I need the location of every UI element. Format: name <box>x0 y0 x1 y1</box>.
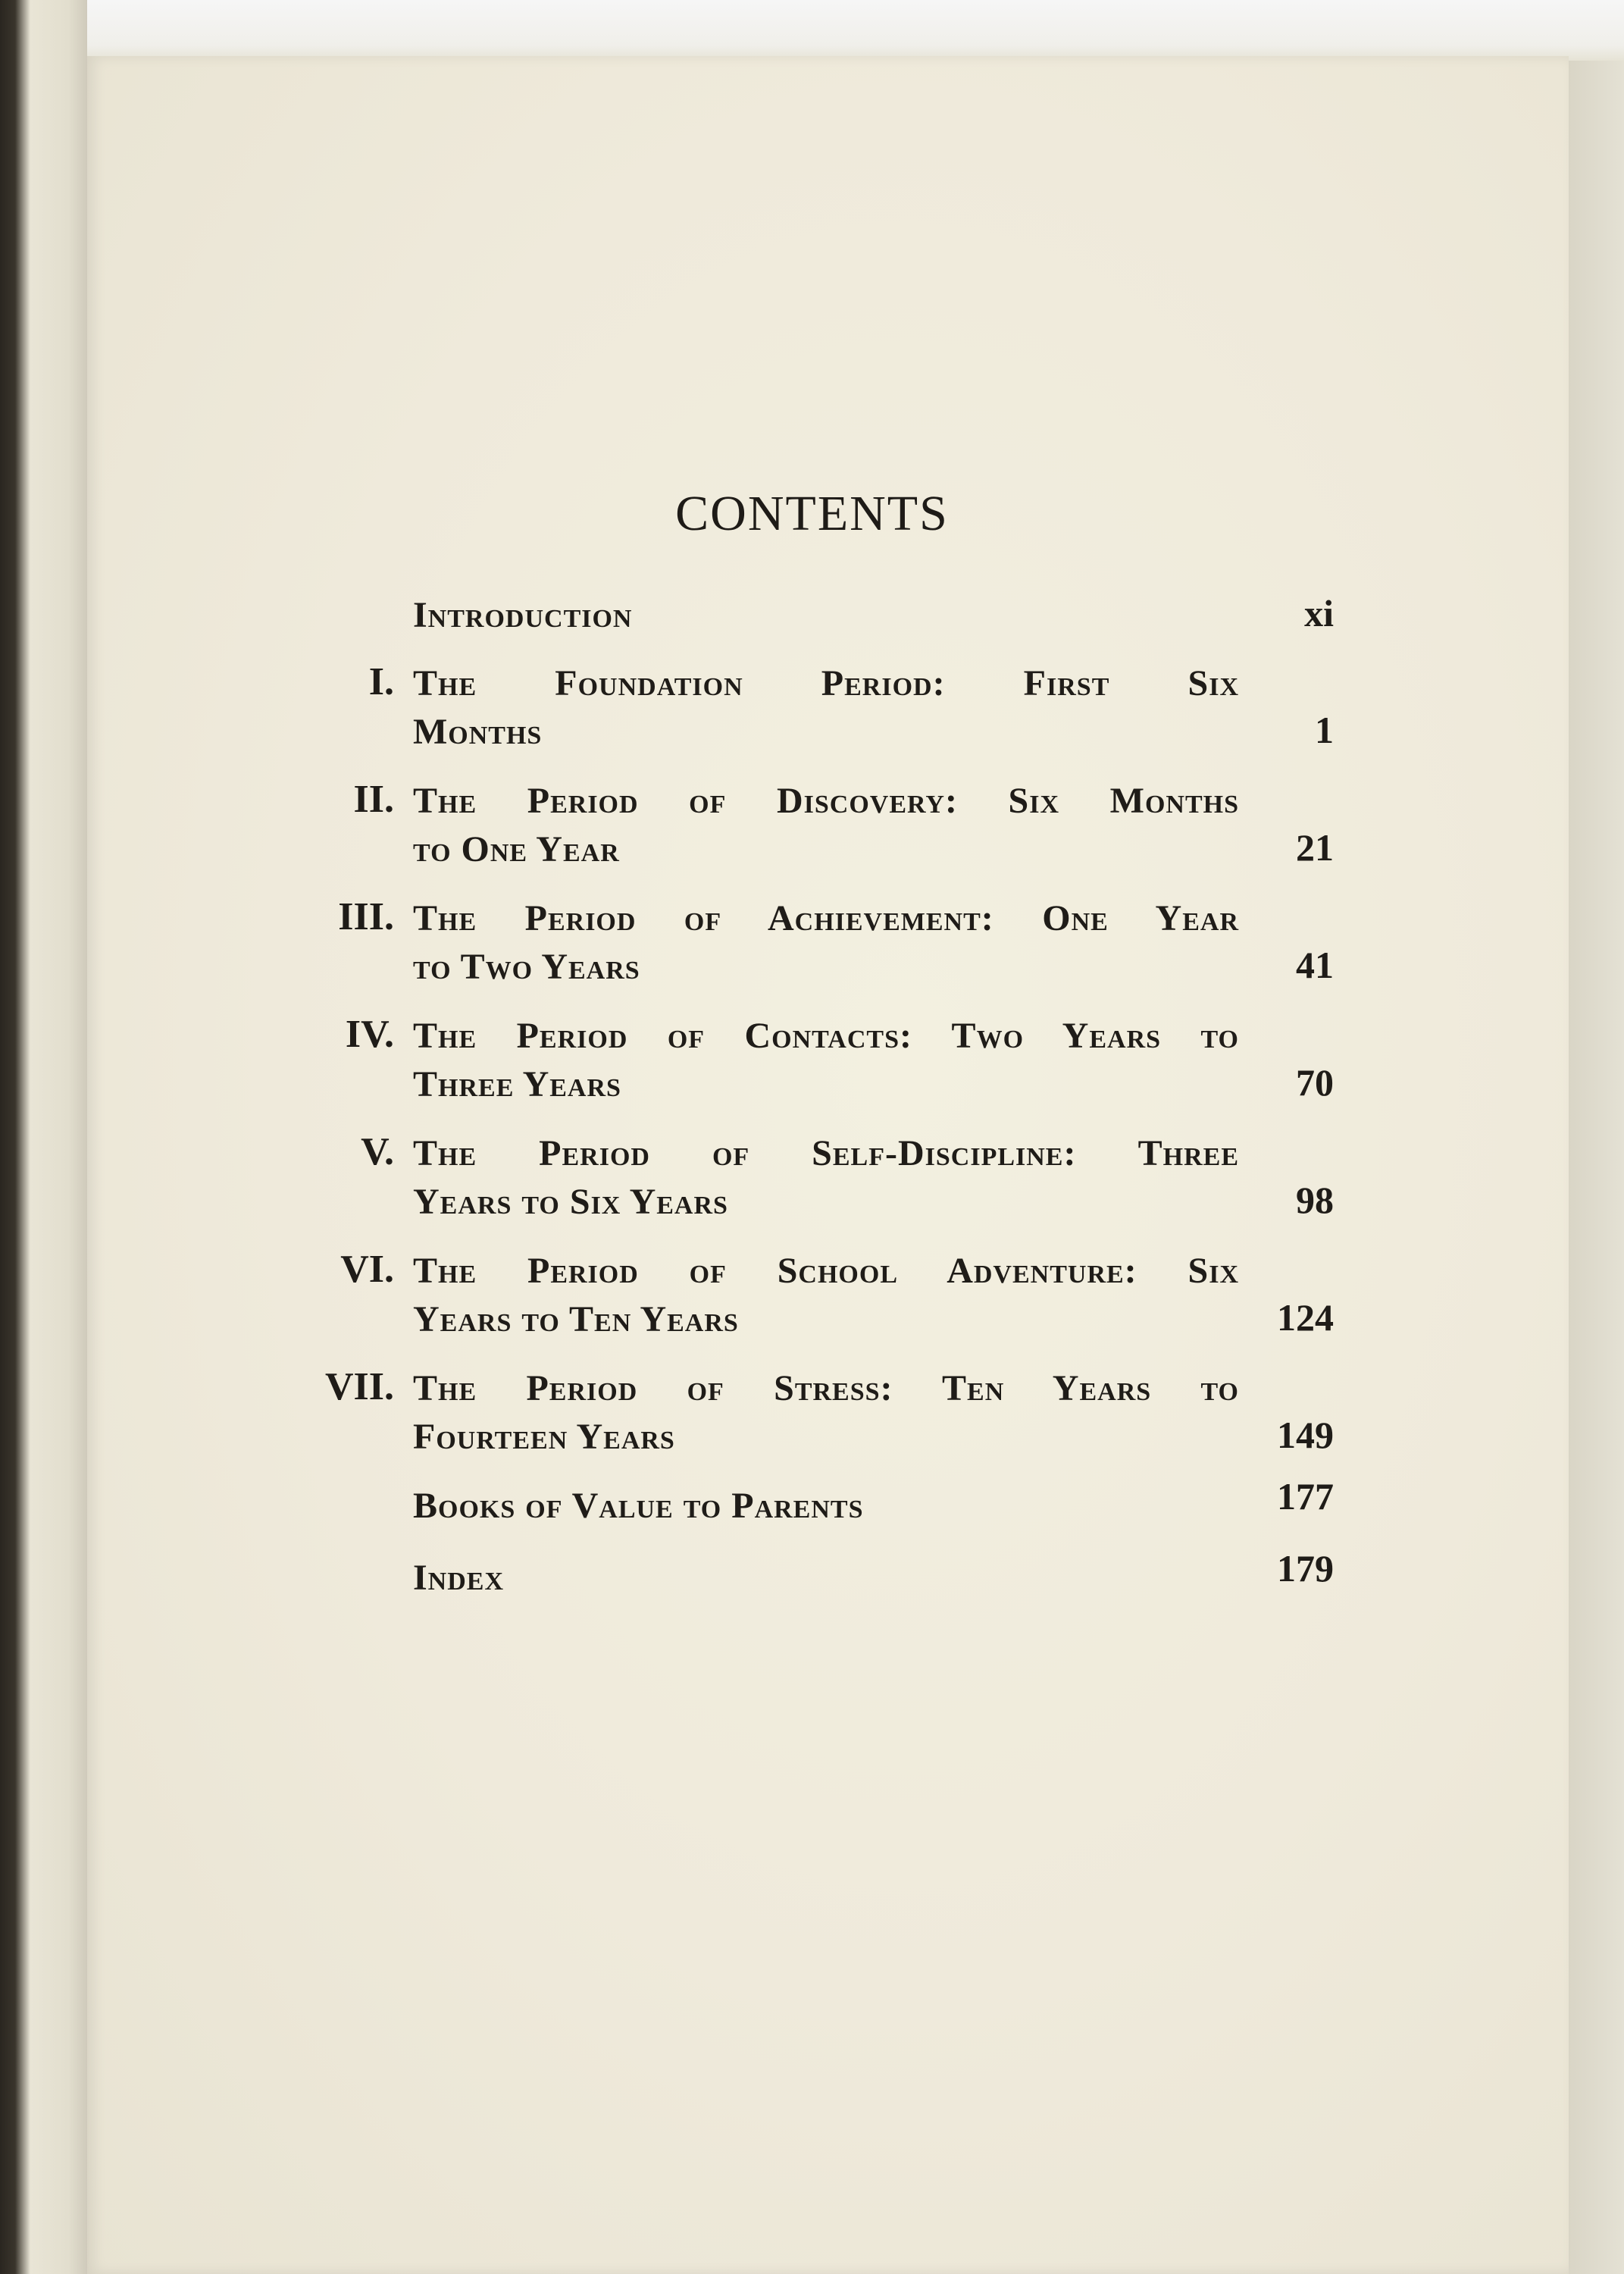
entry-title: Introduction <box>413 595 633 635</box>
entry-title: The Foundation Period: First Six Months <box>413 663 1239 752</box>
entry-page: 70 <box>1296 1061 1334 1104</box>
entry-number: IV. <box>345 1013 394 1056</box>
entry-page: 1 <box>1315 709 1334 751</box>
entry-title: The Period of Self-Discipline: Three Years to Six Years <box>413 1133 1239 1222</box>
entry-number: II. <box>353 778 394 821</box>
entry-page: 124 <box>1277 1296 1334 1339</box>
entry-number: I. <box>368 660 394 703</box>
entry-title: The Period of Achievement: One Year to Two Years <box>413 898 1239 987</box>
entry-title: Books of Value to Parents <box>413 1486 864 1526</box>
entry-page: xi <box>1304 592 1334 634</box>
entry-title: The Period of Discovery: Six Months to One Year <box>413 781 1239 869</box>
page-title: CONTENTS <box>675 486 949 541</box>
entry-page: 179 <box>1277 1547 1334 1590</box>
entry-page: 149 <box>1277 1414 1334 1456</box>
entry-page: 98 <box>1296 1179 1334 1221</box>
entry-number: VI. <box>340 1248 394 1291</box>
entry-number: VII. <box>324 1365 394 1408</box>
entry-title: The Period of Stress: Ten Years to Fourteen Years <box>413 1368 1239 1457</box>
entry-page: 177 <box>1277 1475 1334 1518</box>
entry-title: The Period of Contacts: Two Years to Three Years <box>413 1016 1239 1104</box>
entry-number: V. <box>361 1130 394 1173</box>
entry-number: III. <box>338 895 394 938</box>
entry-title: The Period of School Adventure: Six Years to Ten Years <box>413 1251 1239 1339</box>
entry-title: Index <box>413 1558 505 1598</box>
entry-page: 21 <box>1296 826 1334 869</box>
entry-page: 41 <box>1296 944 1334 986</box>
